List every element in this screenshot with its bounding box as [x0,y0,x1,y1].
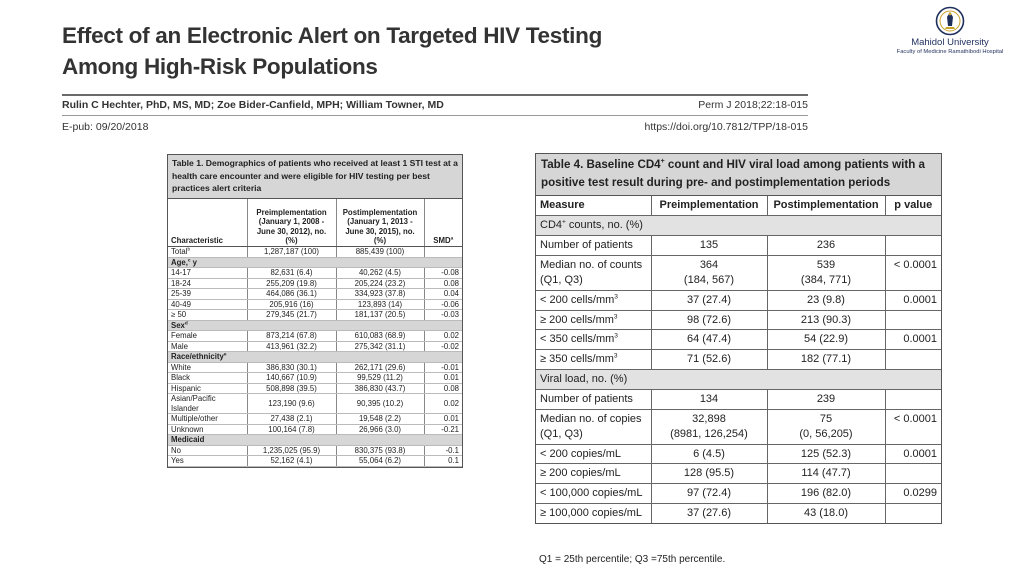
cell-post [767,290,885,310]
row-label-text: 25-39 [171,289,191,298]
cell-post: 55,064 (6.2) [336,456,424,467]
cell-post: 99,529 (11.2) [336,373,424,384]
cell-pre [651,310,767,330]
cell-post-value: 182 (77.1) [800,353,852,366]
cell-pre-value: 134 [699,392,719,405]
cell-pre: 1,235,025 (95.9) [247,445,336,456]
cell-smd: 0.1 [424,456,462,467]
row-label-text: Female [171,331,197,340]
table-row [536,236,941,256]
row-label-text: 18-24 [171,278,191,288]
cell-post [767,444,885,464]
row-label [168,278,247,289]
section-row [168,352,462,363]
cell-pre: 82,631 (6.4) [247,268,336,279]
cell-pre: 255,209 (19.8) [247,278,336,289]
superscript: + [562,218,566,226]
cell-pre: 1,287,187 (100) [247,247,336,258]
cell-smd: -0.08 [424,268,462,279]
cell-smd: -0.1 [424,445,462,456]
cell-post [767,464,885,484]
col-header-characteristic: Characteristic [168,199,247,247]
cell-pre: 123,190 (9.6) [247,394,336,414]
cell-post [767,484,885,504]
cell-pre-value: 98 (72.6) [686,313,732,326]
cell-pre [651,236,767,256]
col-header-smd: SMD$^a$ [424,199,462,247]
cell-post [767,236,885,256]
table-row [168,289,462,300]
row-label-text: Multiple/other [171,414,218,423]
section-row [536,370,941,390]
row-label [536,464,651,484]
table-row [168,456,462,467]
table-row [536,389,941,409]
row-label-text: ≥ 50 [171,310,187,319]
title-line-2: Among High-Risk Populations [62,54,378,79]
cell-post-value: 75 [819,412,833,425]
cell-pre [651,255,767,290]
table-4 [535,153,942,524]
cell-p-value [885,389,941,409]
table-row [168,331,462,342]
cell-post: 90,395 (10.2) [336,394,424,414]
cell-post-value: 236 [816,238,836,251]
cell-post-value: 239 [816,392,836,405]
cell-p-value [885,504,941,524]
university-name: Mahidol University [911,37,989,48]
table-1-caption: Table 1. Demographics of patients who received at least 1 STI test at a health care encounter and were eligible for HIV testing per best practices alert criteria [168,155,462,199]
table-row [536,330,941,350]
table-row [168,424,462,435]
cell-post: 334,923 (37.8) [336,289,424,300]
section-label [536,216,941,236]
cell-p-value: 0.0001 [885,444,941,464]
cell-pre-value: 37 (27.6) [686,507,732,520]
table-row [536,444,941,464]
col-header-post: Postimplementation (January 1, 2013 - June 30, 2015), no. (%) [336,199,424,247]
cell-smd: 0.04 [424,289,462,300]
row-label [168,383,247,394]
cell-pre [651,464,767,484]
section-label [168,257,462,268]
cell-pre-value: 32,898 [692,412,726,425]
row-label [168,268,247,279]
col-header-post: Postimplementation [767,196,885,216]
title-line-1: Effect of an Electronic Alert on Targeted HIV Testing [62,23,603,48]
row-label [168,362,247,373]
cell-post: 262,171 (29.6) [336,362,424,373]
cell-post [767,330,885,350]
section-label [168,352,462,363]
table-row [536,290,941,310]
row-label [168,456,247,467]
cell-p-value: 0.0001 [885,330,941,350]
row-label [536,504,651,524]
cell-post-value: 23 (9.8) [807,293,845,306]
cell-pre: 100,164 (7.8) [247,424,336,435]
cell-smd: 0.08 [424,383,462,394]
cell-pre: 205,916 (16) [247,299,336,310]
table-row [168,299,462,310]
section-row [168,320,462,331]
table-4-footnote: Q1 = 25th percentile; Q3 =75th percentile. [539,554,726,565]
superscript: 3 [614,293,618,301]
cell-post: 26,966 (3.0) [336,424,424,435]
cell-pre-value: 128 (95.5) [683,467,735,480]
section-suffix: y [190,257,198,267]
section-text: Race/ethnicity [171,352,224,361]
row-label-text: Asian/Pacific Islander [171,394,216,413]
epub-date: E-pub: 09/20/2018 [62,121,149,133]
row-label [168,341,247,352]
col-header-pre: Preimplementation (January 1, 2008 - June 30, 2012), no. (%) [247,199,336,247]
cell-pre: 464,086 (36.1) [247,289,336,300]
cell-post: 181,137 (20.5) [336,310,424,321]
row-label-text: Unknown [171,424,204,434]
row-label [536,484,651,504]
row-label-text: Black [171,373,191,382]
row-label-text: 40-49 [171,299,191,309]
row-label [536,330,651,350]
cell-pre [651,389,767,409]
cell-post: 40,262 (4.5) [336,268,424,279]
cell-post [767,504,885,524]
cell-post: 830,375 (93.8) [336,445,424,456]
cell-post: 885,439 (100) [336,247,424,258]
cell-smd: -0.02 [424,341,462,352]
cell-pre-value: 37 (27.4) [686,293,732,306]
row-label [536,409,651,444]
header-rule [62,94,808,96]
col-header-measure: Measure [536,196,651,216]
table-row [536,255,941,290]
cell-post: 19,548 (2.2) [336,414,424,425]
row-label-text: ≥ 100,000 copies/mL [540,507,643,520]
section-row [168,435,462,446]
table-4-caption: Table 4. Baseline CD4+ count and HIV viral load among patients with a positive test result during pre- and postimplementation periods [536,154,941,196]
row-label-text: Yes [171,456,184,465]
col-header-p-value: p value [885,196,941,216]
superscript: 3 [613,312,618,320]
cell-p-value [885,310,941,330]
row-label [536,255,651,290]
section-text: Viral load, no. (%) [540,372,628,385]
row-label-text: Median no. of counts (Q1, Q3) [540,258,643,286]
cell-smd [424,247,462,258]
superscript: 3 [614,332,618,340]
row-label-text: < 200 cells/mm [540,293,615,306]
table-row [168,362,462,373]
row-label-text: White [171,362,191,372]
cell-pre-value: 97 (72.4) [686,487,732,500]
cell-p-value: < 0.0001 [885,255,941,290]
header-rule-thin [62,115,808,116]
table-4-grid [536,196,941,523]
table-row [536,310,941,330]
footnote-marker: e [223,351,227,357]
row-label-text: < 200 copies/mL [540,447,622,460]
cell-p-value: < 0.0001 [885,409,941,444]
section-text: CD4 [540,219,563,232]
row-label [536,290,651,310]
row-label [536,236,651,256]
table-1 [167,154,463,468]
table-row [168,310,462,321]
cell-pre-range: (184, 567) [683,273,735,286]
row-label-text: Median no. of copies (Q1, Q3) [540,412,642,440]
cell-smd: 0.02 [424,394,462,414]
doi-link[interactable]: https://doi.org/10.7812/TPP/18-015 [644,121,808,133]
row-label [168,414,247,425]
cell-post-value: 125 (52.3) [800,447,852,460]
row-label-text: ≥ 200 cells/mm [540,313,614,326]
row-label-text: ≥ 200 copies/mL [540,467,621,480]
cell-pre [651,330,767,350]
cell-post-value: 114 (47.7) [801,467,851,480]
cell-smd: 0.01 [424,414,462,425]
cell-smd: -0.03 [424,310,462,321]
cell-p-value: 0.0001 [885,290,941,310]
cell-pre-range: (8981, 126,254) [670,427,748,440]
citation: Perm J 2018;22:18-015 [698,99,808,111]
footnote-marker: d [184,319,188,325]
section-text: Medicaid [171,435,205,444]
cell-pre-value: 71 (52.6) [686,353,732,366]
table-row [168,278,462,289]
section-suffix: counts, no. (%) [565,219,643,232]
article-title [62,20,662,82]
cell-pre [651,484,767,504]
table-row [536,464,941,484]
cell-post-range: (0, 56,205) [799,427,853,440]
cell-post: 386,830 (43.7) [336,383,424,394]
section-label [168,320,462,331]
col-header-pre: Preimplementation [651,196,767,216]
table-row [168,414,462,425]
row-label [168,394,247,414]
cell-p-value [885,236,941,256]
cell-post [767,255,885,290]
table-row [168,268,462,279]
row-label-text: Hispanic [171,383,201,393]
footnote-marker: c [187,256,191,262]
cell-pre-value: 64 (47.4) [686,333,732,346]
cell-p-value [885,464,941,484]
cell-pre: 873,214 (67.8) [247,331,336,342]
section-row [168,257,462,268]
cell-post [767,389,885,409]
cell-smd: -0.01 [424,362,462,373]
cell-pre: 27,438 (2.1) [247,414,336,425]
row-label-text: ≥ 350 cells/mm [540,353,614,366]
section-text: Sex [171,320,185,330]
cell-post [767,350,885,370]
section-label [168,435,462,446]
table-1-grid [168,199,462,467]
cell-pre: 386,830 (30.1) [247,362,336,373]
row-label [168,310,247,321]
row-label-text: Male [171,341,188,351]
row-label [536,350,651,370]
table-row [168,383,462,394]
table-row [168,394,462,414]
cell-post: 205,224 (23.2) [336,278,424,289]
row-label [536,310,651,330]
cell-p-value [885,350,941,370]
section-text: Age, [171,257,188,267]
cell-post: 123,893 (14) [336,299,424,310]
cell-post-value: 213 (90.3) [800,313,852,326]
cell-post-value: 43 (18.0) [803,507,849,520]
row-label [168,373,247,384]
section-row [536,216,941,236]
row-label [536,444,651,464]
row-label-text: < 100,000 copies/mL [540,487,643,500]
row-label-text: No [171,445,181,455]
row-label [168,299,247,310]
table-row [536,409,941,444]
table-row [536,350,941,370]
cell-p-value: 0.0299 [885,484,941,504]
faculty-name: Faculty of Medicine Ramathibodi Hospital [896,49,1004,55]
cell-pre-value: 6 (4.5) [693,447,725,460]
row-label-text: 14-17 [171,268,191,277]
authors: Rulin C Hechter, PhD, MS, MD; Zoe Bider-Canfield, MPH; William Towner, MD [62,99,444,111]
cell-pre: 140,667 (10.9) [247,373,336,384]
cell-smd: -0.06 [424,299,462,310]
row-label [168,445,247,456]
row-label-text: Total [171,247,188,256]
row-label [536,389,651,409]
cell-smd: 0.08 [424,278,462,289]
superscript: 3 [613,352,618,360]
row-label [168,289,247,300]
cell-post-range: (384, 771) [800,273,852,286]
cell-pre-value: 135 [699,238,719,251]
table-row [168,373,462,384]
cell-pre [651,290,767,310]
cell-pre: 413,961 (32.2) [247,341,336,352]
cell-smd: 0.01 [424,373,462,384]
table-row [168,445,462,456]
cell-pre [651,444,767,464]
cell-post-value: 54 (22.9) [803,333,849,346]
cell-post: 275,342 (31.1) [336,341,424,352]
university-logo [880,6,1020,56]
cell-pre [651,350,767,370]
row-label-text: < 350 cells/mm [540,333,615,346]
cell-post [767,310,885,330]
cell-post-value: 196 (82.0) [800,487,852,500]
cell-smd: 0.02 [424,331,462,342]
cell-post [767,409,885,444]
cell-post: 610,083 (68.9) [336,331,424,342]
row-label-text: Number of patients [540,392,633,405]
mahidol-seal-icon [935,6,965,36]
table-row [536,484,941,504]
cell-pre [651,504,767,524]
row-label [168,424,247,435]
cell-pre: 52,162 (4.1) [247,456,336,467]
cell-pre: 279,345 (21.7) [247,310,336,321]
cell-post-value: 539 [816,258,836,271]
table-row [168,341,462,352]
row-label-text: Number of patients [540,238,633,251]
cell-pre [651,409,767,444]
cell-pre: 508,898 (39.5) [247,383,336,394]
table-row [168,247,462,258]
section-label [536,370,941,390]
row-label [168,331,247,342]
cell-pre-value: 364 [699,258,719,271]
table-row [536,504,941,524]
cell-smd: -0.21 [424,424,462,435]
footnote-marker: b [187,246,191,252]
row-label [168,247,247,258]
